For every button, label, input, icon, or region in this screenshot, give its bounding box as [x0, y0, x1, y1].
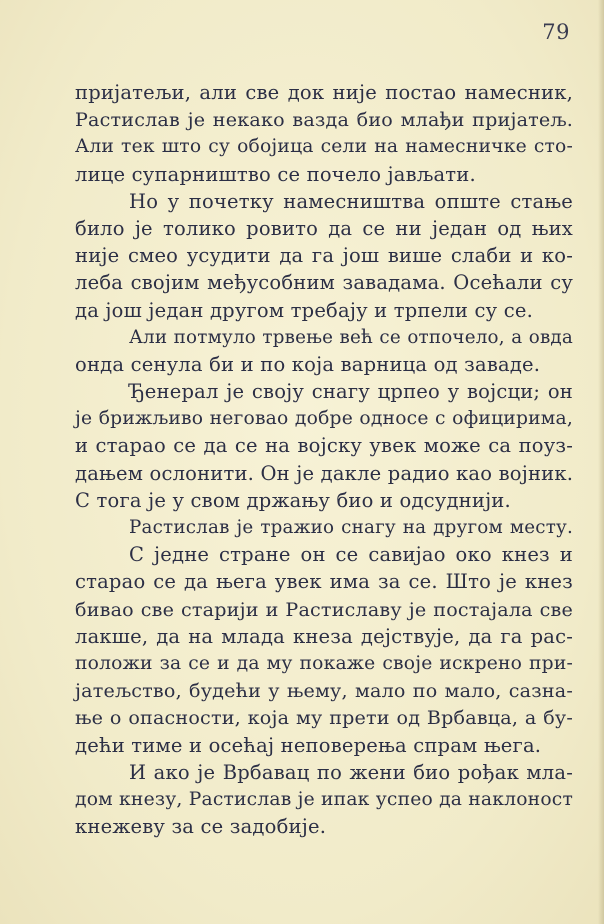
text-line: кнежеву за се задобије.: [75, 815, 327, 839]
text-line: Али тек што су обојица сели на намесничке сто-: [75, 136, 573, 158]
text-line: Растислав је тражио снагу на другом месту.: [129, 517, 573, 538]
text-line: било је толико ровито да се ни један од њих: [75, 216, 573, 240]
text-line: старао се да њега увек има за се. Што је кнез: [75, 570, 573, 594]
text-line: С једне стране он се савијао око кнез и: [129, 543, 573, 567]
text-line: пријатељи, али све док није постао намесник,: [75, 81, 573, 104]
text-line: јатељство, будећи у њему, мало по мало, сазна-: [75, 679, 573, 703]
text-line: је брижљиво неговао добре односе с официрима,: [75, 408, 573, 430]
page-number: 79: [542, 20, 570, 44]
text-line: онда сенула би и по која варница од заваде.: [75, 352, 541, 376]
text-line: лице супарништво се почело јављати.: [75, 162, 476, 186]
text-line: дећи тиме и осећај неповерења спрам њега.: [75, 733, 542, 757]
text-line: да још један другом требају и трпели су се.: [75, 298, 533, 322]
text-line: дањем ослонити. Он је дакле радио као војник.: [75, 461, 574, 485]
text-line: И ако је Врбавац по жени био рођак мла-: [129, 760, 573, 784]
text-line: није смео усудити да га још више слаби и ко-: [75, 244, 573, 268]
text-line: Растислав је некако вазда био млађи пријатељ.: [75, 108, 573, 132]
text-line: лакше, да на млада кнеза дејствује, да га рас-: [75, 624, 573, 648]
text-line: Но у почетку намесништва опште стање: [129, 189, 573, 213]
page-edge: [598, 0, 604, 924]
text-line: и старао се да се на војску увек може са поуз-: [75, 434, 573, 458]
text-line: леба својим међусобним завадама. Осећали су: [75, 271, 573, 295]
text-line: положи за се и да му покаже своје искрено при-: [75, 652, 573, 674]
text-line: Ђенерал је своју снагу црпео у војсци; он: [129, 380, 573, 404]
text-line: дом кнезу, Растислав је ипак успео да наклоност: [75, 788, 573, 810]
text-line: Али потмуло трвење већ се отпочело, а овда: [129, 326, 573, 348]
text-line: С тога је у свом држању био и одсуднији.: [75, 488, 511, 512]
text-line: бивао све старији и Растиславу је постајала све: [75, 597, 573, 621]
text-line: ње о опасности, која му прети од Врбавца, а бу-: [75, 706, 573, 730]
body-text: [75, 79, 573, 840]
